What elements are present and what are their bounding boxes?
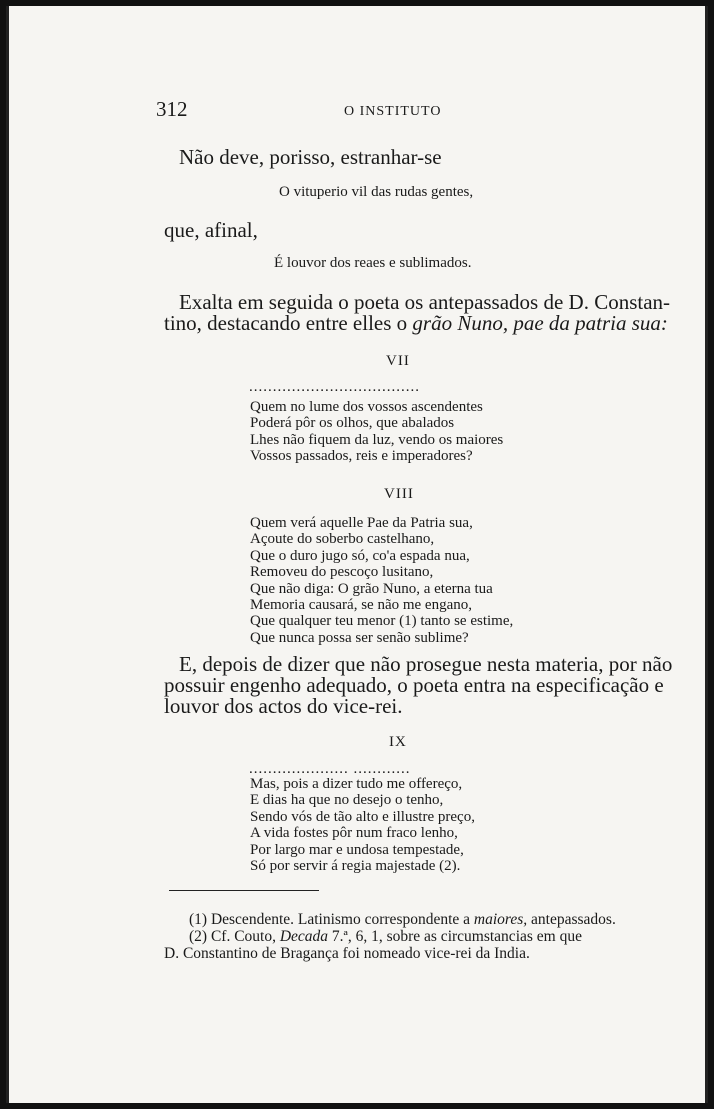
footnote-1-text: (1) Descendente. Latinismo correspondente a [189, 911, 474, 928]
verse-line: Sendo vós de tão alto e illustre preço, [250, 808, 475, 825]
paragraph-3-line-1: Exalta em seguida o poeta os antepassados de D. Constan- [179, 290, 671, 314]
verse-line: Removeu do pescoço lusitano, [250, 564, 434, 581]
stanza-viii-numeral: VIII [384, 486, 414, 502]
verse-line: Açoute do soberbo castelhano, [250, 531, 435, 548]
verse-line: E dias ha que no desejo o tenho, [250, 792, 444, 809]
paragraph-1: Não deve, porisso, estranhar-se [179, 145, 442, 169]
footnote-1 [189, 911, 616, 928]
footnote-2 [189, 928, 582, 945]
verse-line: A vida fostes pôr num fraco lenho, [250, 825, 458, 842]
paragraph-4-line-3: louvor dos actos do vice-rei. [164, 694, 403, 718]
page-edge-right [705, 6, 708, 1103]
stanza-vii-ellipsis: .................................... [249, 379, 420, 395]
page-edge-left [6, 6, 9, 1103]
quote-2: É louvor dos reaes e sublimados. [274, 255, 472, 271]
verse-line: Quem verá aquelle Pae da Patria sua, [250, 515, 473, 531]
footnote-2-text: (2) Cf. Couto, [189, 928, 280, 945]
verse-line: Que nunca possa ser senão sublime? [250, 629, 469, 646]
verse-line: Só por servir á regia majestade (2). [250, 858, 461, 875]
stanza-viii [250, 515, 513, 646]
verse-line: Mas, pois a dizer tudo me offereço, [250, 776, 463, 792]
stanza-vii [250, 399, 503, 465]
paragraph-4-line-1: E, depois de dizer que não prosegue nesta materia, por não [179, 652, 673, 676]
verse-line: Memoria causará, se não me engano, [250, 597, 472, 614]
paragraph-4-line-2: possuir engenho adequado, o poeta entra na especificação e [164, 673, 664, 697]
paragraph-2: que, afinal, [164, 218, 258, 242]
stanza-ix [250, 776, 475, 874]
verse-line: Lhes não fiquem da luz, vendo os maiores [250, 431, 504, 448]
verse-line: Quem no lume dos vossos ascendentes [250, 399, 483, 415]
verse-line: Poderá pôr os olhos, que abalados [250, 415, 455, 432]
verse-line: Por largo mar e undosa tempestade, [250, 841, 464, 858]
book-page [6, 6, 708, 1103]
running-title: O INSTITUTO [344, 104, 442, 119]
stanza-vii-numeral: VII [386, 353, 410, 369]
paragraph-3-text: tino, destacando entre elles o [164, 311, 413, 335]
paragraph-3-italic: grão Nuno, pae da patria sua: [412, 311, 668, 335]
stanza-ix-numeral: IX [389, 734, 407, 750]
footnote-rule [169, 890, 319, 891]
verse-line: Vossos passados, reis e imperadores? [250, 448, 473, 465]
page-number: 312 [156, 97, 188, 121]
stanza-ix-ellipsis: ..................... ............ [249, 761, 411, 777]
quote-1: O vituperio vil das rudas gentes, [279, 184, 474, 200]
footnote-2-rest: 7.ª, 6, 1, sobre as circumstancias em que [328, 928, 582, 945]
paragraph-3-line-2 [164, 312, 668, 334]
footnote-1-end: antepassados. [527, 911, 616, 928]
verse-line: Que não diga: O grão Nuno, a eterna tua [250, 580, 493, 597]
footnote-1-italic: maiores, [473, 911, 528, 928]
footnote-2-line-2: D. Constantino de Bragança foi nomeado vice-rei da India. [164, 945, 530, 962]
verse-line: Que o duro jugo só, co'a espada nua, [250, 547, 470, 564]
footnote-2-italic: Decada [279, 928, 329, 945]
verse-line: Que qualquer teu menor (1) tanto se estime, [250, 613, 514, 630]
